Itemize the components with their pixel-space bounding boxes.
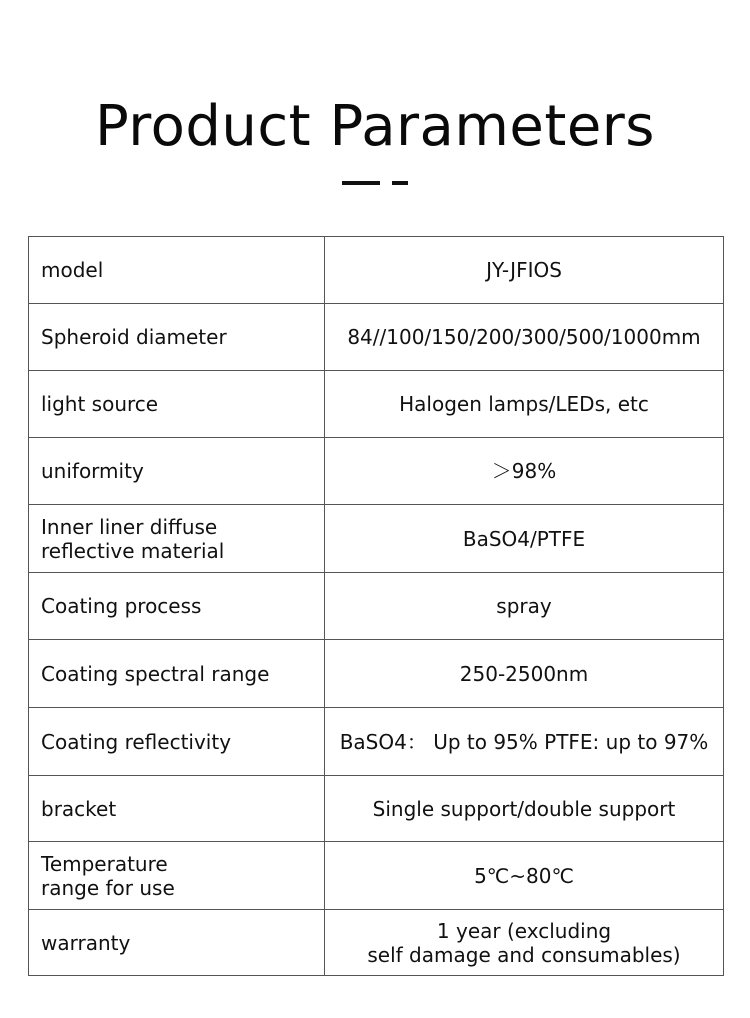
param-label-cell <box>29 304 325 371</box>
param-value: 84//100/150/200/300/500/1000mm <box>325 304 724 371</box>
param-label: warranty <box>41 930 131 955</box>
param-label: Coating spectral range <box>41 661 270 686</box>
param-value: JY-JFIOS <box>325 237 724 304</box>
param-label-cell <box>29 505 325 573</box>
table-row <box>29 708 724 776</box>
table-row <box>29 438 724 505</box>
table-row <box>29 640 724 708</box>
param-value: BaSO4/PTFE <box>325 505 724 573</box>
param-label: uniformity <box>41 459 144 483</box>
param-value: 1 year (excluding self damage and consumables) <box>325 910 724 976</box>
param-label: bracket <box>41 796 117 821</box>
param-value: spray <box>325 573 724 640</box>
table-row <box>29 371 724 438</box>
param-value: Halogen lamps/LEDs, etc <box>325 371 724 438</box>
param-label: light source <box>41 392 159 416</box>
title-underline-long <box>342 181 380 185</box>
param-value: ＞98% <box>325 438 724 505</box>
param-label: Inner liner diffuse reflective material <box>41 514 225 563</box>
table-row <box>29 910 724 976</box>
table-row <box>29 573 724 640</box>
param-label-cell <box>29 237 325 304</box>
param-value: Single support/double support <box>325 776 724 842</box>
param-label-cell <box>29 371 325 438</box>
table-row <box>29 505 724 573</box>
param-label-cell <box>29 573 325 640</box>
param-value: BaSO4： Up to 95% PTFE: up to 97% <box>325 708 724 776</box>
page-title: Product Parameters <box>95 94 655 159</box>
table-row <box>29 776 724 842</box>
param-value: 250-2500nm <box>325 640 724 708</box>
param-label: Temperature range for use <box>41 851 175 900</box>
param-label-cell <box>29 842 325 910</box>
param-label: Coating process <box>41 594 202 618</box>
param-label: model <box>41 258 104 282</box>
param-label-cell <box>29 640 325 708</box>
param-label: Coating reflectivity <box>41 729 232 754</box>
param-label-cell <box>29 776 325 842</box>
parameters-table <box>28 236 724 976</box>
param-value: 5℃~80℃ <box>325 842 724 910</box>
table-row <box>29 304 724 371</box>
table-row <box>29 842 724 910</box>
param-label-cell <box>29 708 325 776</box>
table-row <box>29 237 724 304</box>
param-label-cell <box>29 910 325 976</box>
param-label-cell <box>29 438 325 505</box>
title-underline-short <box>392 181 408 185</box>
param-label: Spheroid diameter <box>41 325 227 349</box>
